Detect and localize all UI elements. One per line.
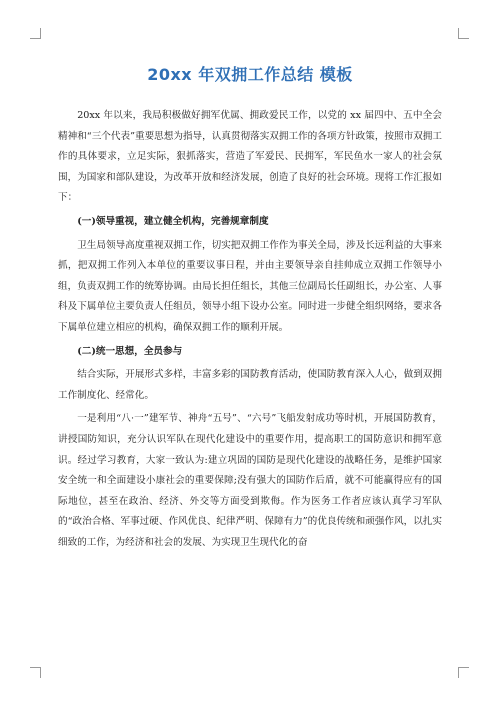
paragraph-section-1: 卫生局领导高度重视双拥工作，切实把双拥工作作为事关全局，涉及长远利益的大事来抓，把双拥工作列入本单位的重要议事日程，并由主要领导亲自挂帅成立双拥工作领导小组，负责双拥工作的统筹协调。由局长担任组长，其他三位副局长任副组长，办公室、人事科及下属单位主要负责人任组员，领导小组下设办公室。同时进一步健全组织网络，要求各下属单位建立相应的机构，确保双拥工作的顺利开展。 — [58, 239, 442, 333]
crop-mark-bottom-left — [30, 667, 41, 678]
paragraph-section-2: 结合实际，开展形式多样，丰富多彩的国防教育活动，使国防教育深入人心，做到双拥工作制度化、经常化。 — [58, 369, 442, 401]
crop-mark-top-left — [30, 28, 41, 39]
section-heading-2: (二)统一思想，全员参与 — [77, 345, 183, 357]
crop-mark-top-right — [458, 28, 469, 39]
paragraph-intro: 20xx 年以来，我局积极做好拥军优属、拥政爱民工作，以党的 xx 届四中、五中全会精神和“三个代表”重要思想为指导，认真贯彻落实双拥工作的各项方针政策，按照市双拥工作的具体要求，立足实际，狠抓落实，营造了军爱民、民拥军，军民鱼水一家人的社会氛围，为国家和部队建设，为改革开放和经济发展，创造了良好的社会环境。现将工作汇报如下： — [58, 110, 442, 204]
paragraph-section-2-detail: 一是利用“八·一”建军节、神舟“五号”、“六号”飞船发射成功等时机，开展国防教育，讲授国防知识，充分认识军队在现代化建设中的重要作用，提高职工的国防意识和拥军意识。经过学习教育，大家一致认为:建立巩固的国防是现代化建设的战略任务，是维护国家安全统一和全面建设小康社会的重要保障;没有强大的国防作后盾，就不可能赢得应有的国际地位，甚至在政治、经济、外交等方面受到欺侮。作为医务工作者应该认真学习军队的“政治合格、军事过硬、作风优良、纪律严明、保障有力”的优良传统和顽强作风，以扎实细致的工作，为经济和社会的发展、为实现卫生现代化的奋 — [58, 413, 442, 548]
document-title: 20xx 年双拥工作总结 模板 — [147, 65, 353, 84]
document-body — [58, 106, 442, 556]
crop-mark-bottom-right — [458, 667, 469, 678]
section-heading-1: (一)领导重视，建立健全机构，完善规章制度 — [77, 215, 269, 227]
